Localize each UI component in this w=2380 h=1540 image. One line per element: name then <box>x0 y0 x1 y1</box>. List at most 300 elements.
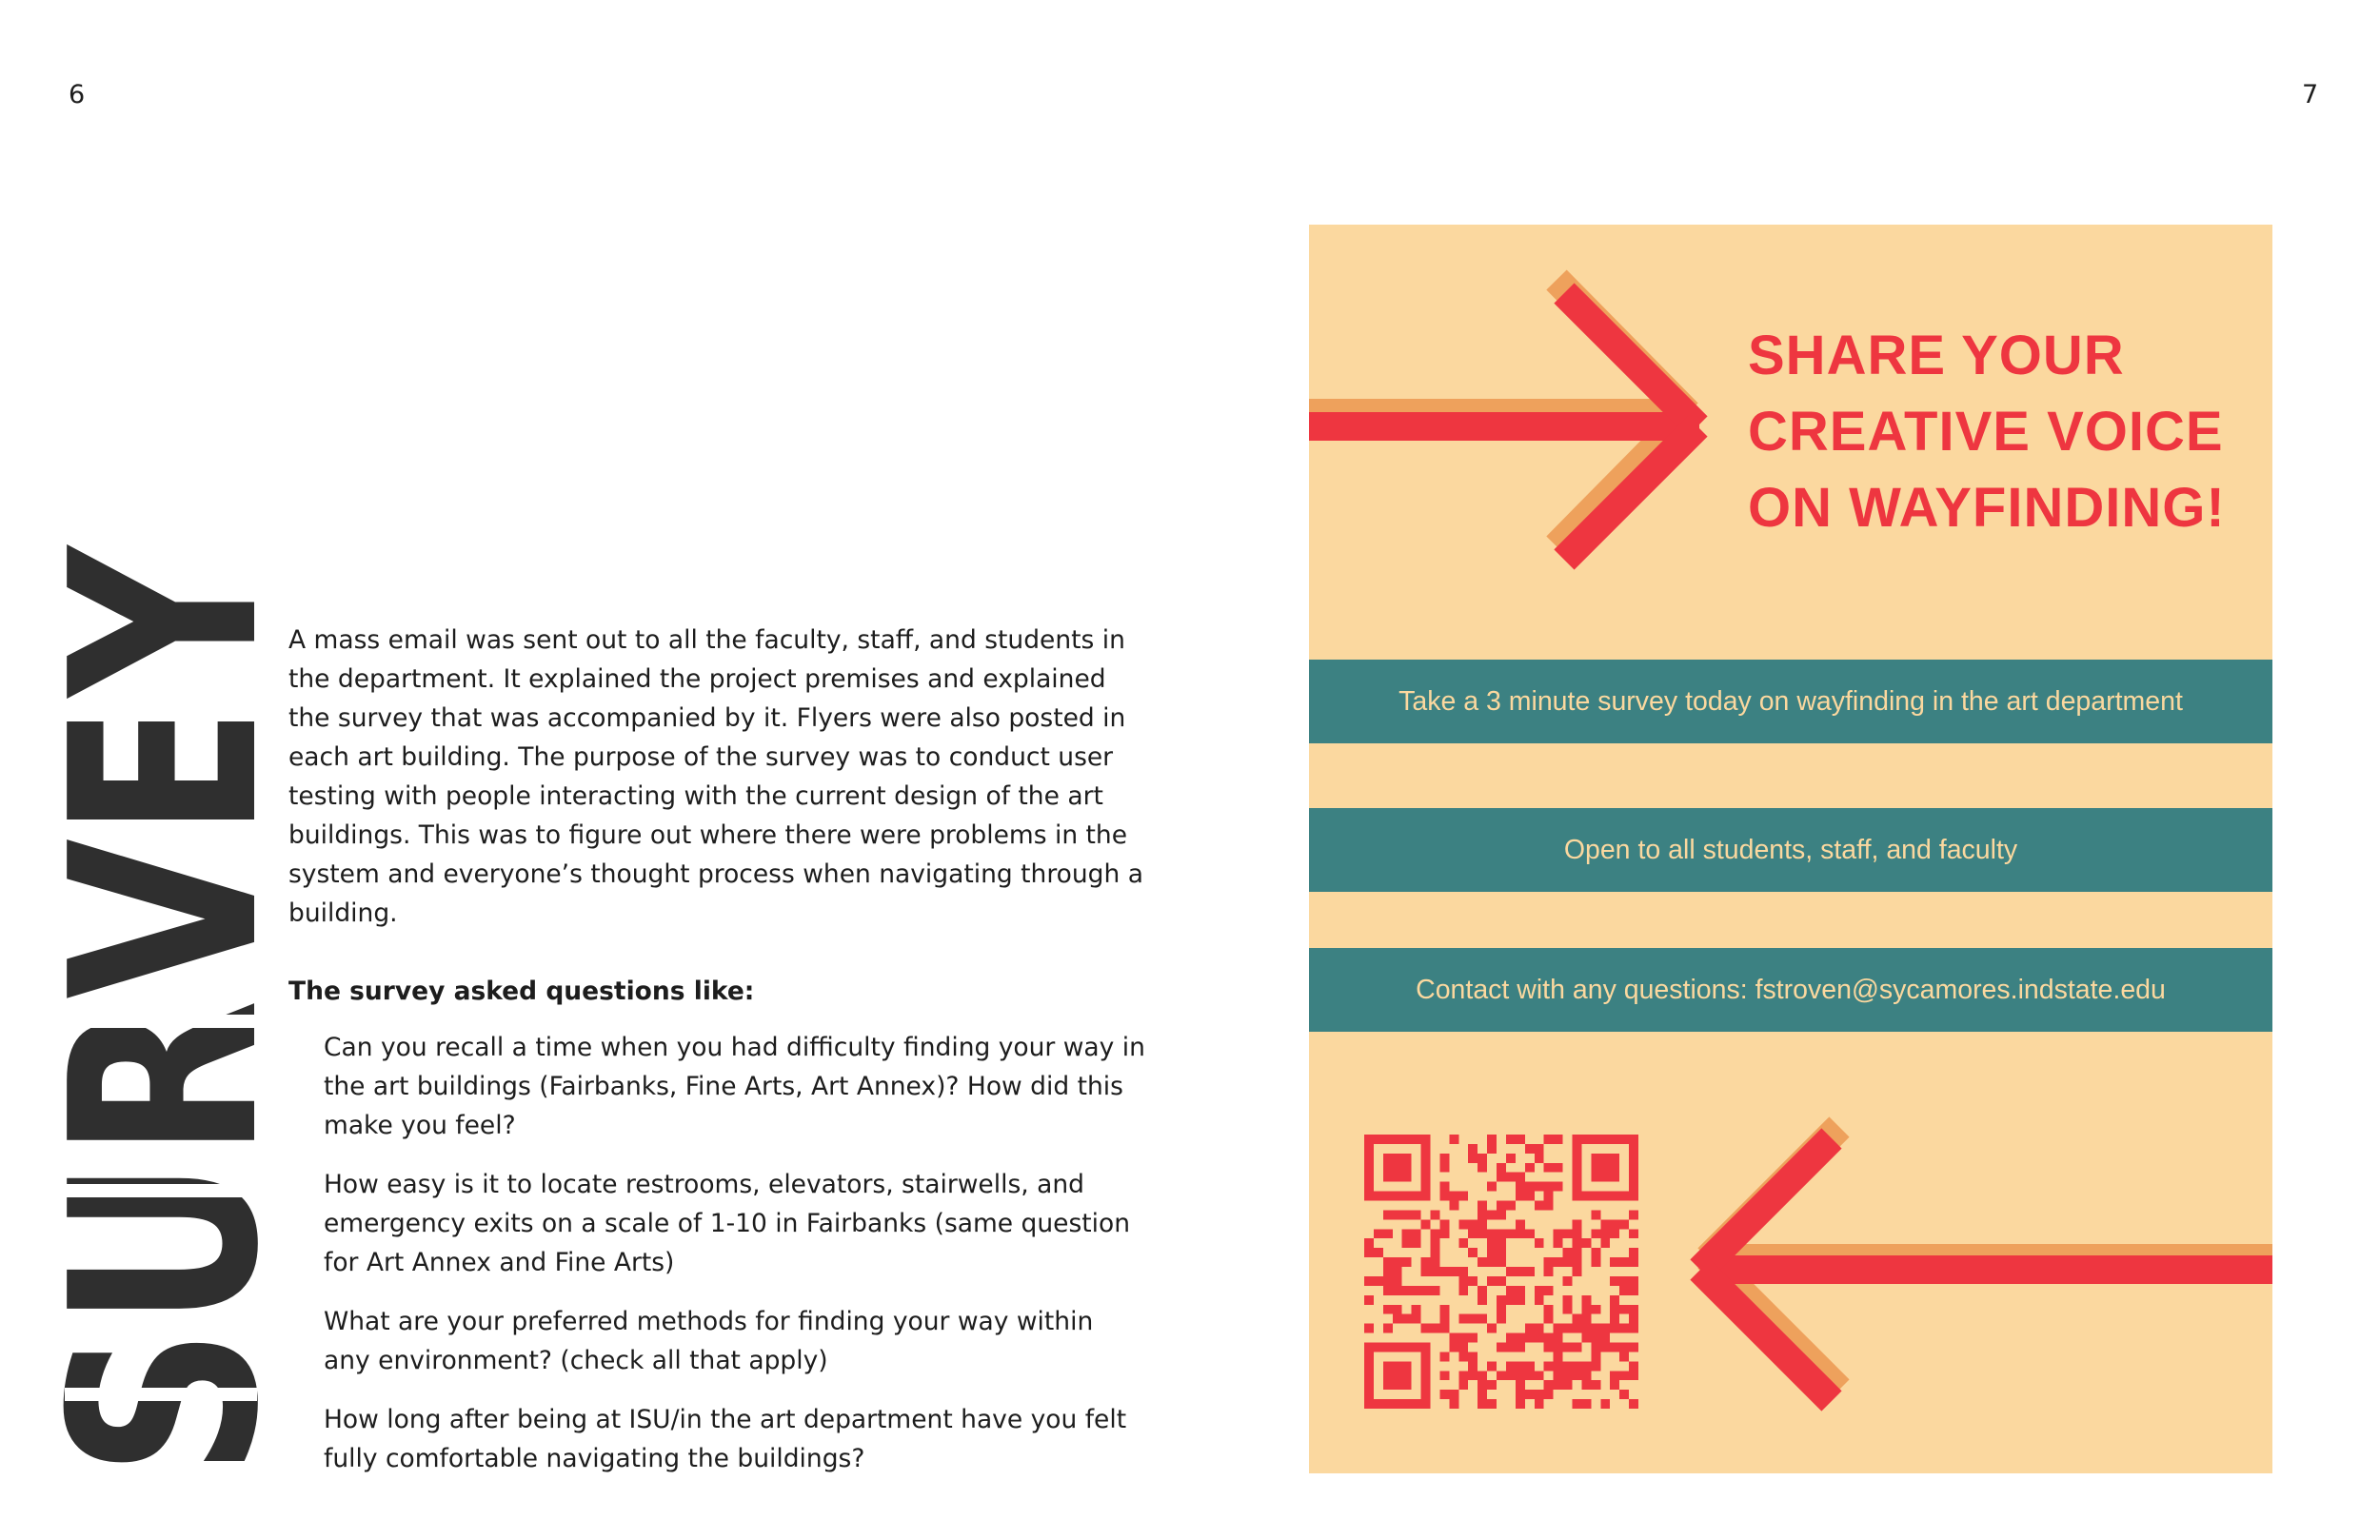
qr-module <box>1610 1342 1619 1352</box>
qr-module <box>1563 1371 1573 1380</box>
qr-module <box>1610 1276 1619 1286</box>
qr-module <box>1619 1352 1629 1361</box>
headline-line: SHARE YOUR <box>1748 325 2125 386</box>
qr-module <box>1544 1380 1554 1390</box>
qr-module <box>1383 1229 1393 1238</box>
qr-module <box>1478 1314 1487 1324</box>
qr-module <box>1506 1267 1516 1276</box>
qr-module <box>1364 1248 1374 1257</box>
qr-module <box>1383 1276 1393 1286</box>
qr-module <box>1572 1342 1581 1352</box>
qr-module <box>1629 1135 1638 1201</box>
qr-module <box>1581 1380 1591 1390</box>
qr-module <box>1497 1163 1506 1173</box>
qr-module <box>1458 1314 1468 1324</box>
qr-module <box>1374 1248 1383 1257</box>
qr-module <box>1619 1219 1629 1229</box>
qr-module <box>1431 1257 1440 1267</box>
qr-module <box>1535 1238 1544 1248</box>
qr-module <box>1629 1257 1638 1267</box>
qr-module <box>1393 1276 1402 1286</box>
qr-module <box>1487 1182 1497 1192</box>
headline-line: ON WAYFINDING! <box>1748 477 2226 539</box>
qr-module <box>1412 1229 1421 1238</box>
qr-module <box>1535 1399 1544 1409</box>
qr-module <box>1535 1390 1544 1399</box>
qr-module <box>1516 1342 1525 1352</box>
qr-module <box>1554 1257 1563 1267</box>
qr-module <box>1393 1267 1402 1276</box>
qr-module <box>1581 1399 1591 1409</box>
qr-module <box>1383 1210 1393 1219</box>
qr-module <box>1431 1210 1440 1219</box>
qr-module <box>1412 1314 1421 1324</box>
qr-module <box>1525 1229 1535 1238</box>
qr-module <box>1554 1371 1563 1380</box>
qr-module <box>1487 1380 1497 1390</box>
qr-module <box>1629 1305 1638 1314</box>
qr-module <box>1478 1295 1487 1305</box>
qr-module <box>1468 1229 1478 1238</box>
qr-module <box>1600 1238 1610 1248</box>
qr-module <box>1478 1219 1487 1229</box>
qr-module <box>1610 1295 1619 1305</box>
qr-module <box>1610 1371 1619 1380</box>
qr-module <box>1364 1342 1431 1352</box>
qr-module <box>1516 1173 1525 1182</box>
qr-module <box>1478 1286 1487 1295</box>
qr-module <box>1572 1248 1581 1257</box>
qr-module <box>1449 1390 1458 1399</box>
qr-module <box>1535 1154 1544 1163</box>
qr-module <box>1478 1154 1487 1163</box>
qr-module <box>1478 1257 1487 1267</box>
qr-module <box>1525 1267 1535 1276</box>
qr-module <box>1591 1229 1600 1238</box>
qr-module <box>1458 1219 1468 1229</box>
qr-module <box>1478 1399 1487 1409</box>
qr-module <box>1487 1238 1497 1248</box>
qr-module <box>1554 1238 1563 1248</box>
qr-module <box>1506 1154 1516 1163</box>
qr-module <box>1591 1257 1600 1267</box>
qr-module <box>1544 1135 1554 1144</box>
qr-module <box>1497 1248 1506 1257</box>
qr-module <box>1563 1257 1573 1267</box>
qr-module <box>1497 1314 1506 1324</box>
qr-module <box>1516 1295 1525 1305</box>
qr-module <box>1581 1333 1591 1343</box>
qr-module <box>1402 1229 1412 1238</box>
qr-module <box>1610 1219 1619 1229</box>
qr-module <box>1421 1324 1431 1333</box>
qr-module <box>1516 1390 1525 1399</box>
qr-module <box>1458 1286 1468 1295</box>
qr-module <box>1402 1314 1412 1324</box>
qr-module <box>1535 1333 1544 1343</box>
page-number-right: 7 <box>2302 80 2319 109</box>
qr-module <box>1572 1314 1581 1324</box>
qr-module <box>1383 1286 1393 1295</box>
qr-module <box>1535 1295 1544 1305</box>
qr-module <box>1544 1182 1554 1192</box>
qr-module <box>1600 1229 1610 1238</box>
qr-module <box>1478 1201 1487 1211</box>
qr-module <box>1506 1295 1516 1305</box>
qr-module <box>1412 1305 1421 1314</box>
qr-module <box>1525 1163 1535 1173</box>
qr-module <box>1506 1173 1516 1182</box>
qr-module <box>1563 1305 1573 1314</box>
qr-module <box>1619 1390 1629 1399</box>
qr-module <box>1554 1163 1563 1173</box>
qr-module <box>1421 1267 1431 1276</box>
qr-module <box>1449 1135 1458 1144</box>
qr-module <box>1393 1210 1402 1219</box>
qr-module <box>1439 1229 1449 1238</box>
qr-module <box>1516 1229 1525 1238</box>
qr-module <box>1544 1163 1554 1173</box>
qr-module <box>1544 1314 1554 1324</box>
qr-module <box>1591 1305 1600 1314</box>
qr-module <box>1535 1144 1544 1154</box>
qr-module <box>1402 1238 1412 1248</box>
qr-module <box>1563 1248 1573 1257</box>
section-title <box>15 325 315 1477</box>
info-band-audience: Open to all students, staff, and faculty <box>1309 808 2272 892</box>
qr-module <box>1619 1371 1629 1380</box>
qr-module <box>1506 1333 1516 1343</box>
qr-module <box>1506 1229 1516 1238</box>
qr-module <box>1619 1257 1629 1267</box>
qr-module <box>1393 1314 1402 1324</box>
qr-module <box>1610 1314 1619 1324</box>
qr-module <box>1412 1286 1421 1295</box>
qr-module <box>1572 1192 1638 1201</box>
qr-module <box>1393 1286 1402 1295</box>
qr-module <box>1591 1248 1600 1257</box>
qr-module <box>1458 1371 1468 1380</box>
qr-module <box>1458 1238 1468 1248</box>
qr-module <box>1364 1342 1374 1409</box>
arrow-left-icon <box>1685 1125 2272 1411</box>
qr-module <box>1431 1324 1440 1333</box>
qr-module <box>1468 1333 1478 1343</box>
qr-module <box>1393 1257 1402 1267</box>
qr-module <box>1572 1219 1581 1229</box>
qr-module <box>1364 1135 1374 1201</box>
intro-paragraph: A mass email was sent out to all the faculty, staff, and students in the department. It explained the project premises and explained the survey that was accompanied by it. Flyers were also posted in each art building. The purpose of the survey was to conduct user testing with people interacting with the current design of the art buildings. This was to figure out where there were problems in the system and everyone’s thought process when navigating through a building. <box>288 625 1143 928</box>
qr-module <box>1563 1342 1573 1352</box>
qr-module <box>1487 1248 1497 1257</box>
headline-line: CREATIVE VOICE <box>1748 401 2224 463</box>
qr-module <box>1458 1342 1468 1352</box>
qr-module <box>1516 1219 1525 1229</box>
qr-module <box>1431 1286 1440 1295</box>
qr-module <box>1458 1192 1468 1201</box>
qr-module <box>1572 1135 1581 1201</box>
qr-module <box>1544 1390 1554 1399</box>
qr-module <box>1629 1276 1638 1286</box>
qr-module <box>1449 1333 1458 1343</box>
qr-module <box>1468 1276 1478 1286</box>
qr-module <box>1468 1248 1478 1257</box>
qr-module <box>1497 1210 1506 1219</box>
qr-module <box>1591 1210 1600 1219</box>
qr-module <box>1497 1371 1506 1380</box>
qr-module <box>1525 1390 1535 1399</box>
qr-module <box>1439 1324 1449 1333</box>
qr-module <box>1610 1305 1619 1314</box>
qr-module <box>1449 1201 1458 1211</box>
qr-module <box>1619 1305 1629 1314</box>
qr-module <box>1468 1219 1478 1229</box>
qr-module <box>1629 1248 1638 1257</box>
qr-module <box>1554 1324 1563 1372</box>
qr-module <box>1487 1324 1497 1333</box>
qr-module <box>1506 1342 1516 1352</box>
qr-module <box>1619 1342 1629 1352</box>
qr-module <box>1439 1314 1449 1324</box>
qr-module <box>1581 1295 1591 1305</box>
qr-module <box>1572 1229 1581 1238</box>
qr-module <box>1506 1201 1516 1211</box>
qr-module <box>1412 1238 1421 1248</box>
qr-module <box>1525 1333 1535 1343</box>
arrow-right-icon <box>1309 278 1709 563</box>
qr-module <box>1478 1210 1487 1219</box>
qr-module <box>1581 1238 1591 1248</box>
qr-module <box>1383 1267 1393 1276</box>
qr-module <box>1544 1342 1554 1352</box>
qr-module <box>1581 1371 1591 1380</box>
qr-module <box>1516 1333 1525 1343</box>
qr-module <box>1468 1154 1478 1163</box>
qr-module <box>1364 1192 1431 1201</box>
qr-module <box>1544 1201 1554 1211</box>
qr-module <box>1468 1352 1478 1361</box>
qr-module <box>1516 1380 1525 1390</box>
qr-module <box>1458 1333 1468 1343</box>
qr-module <box>1383 1305 1393 1314</box>
qr-module <box>1421 1219 1431 1229</box>
question-item: Can you recall a time when you had difficulty finding your way in the art buildings (Fairbanks, Fine Arts, Art Annex)? How did this make you feel? <box>324 1033 1145 1140</box>
qr-module <box>1439 1267 1449 1276</box>
qr-module <box>1572 1267 1581 1276</box>
qr-module <box>1516 1192 1525 1201</box>
qr-module <box>1525 1192 1535 1201</box>
qr-module <box>1449 1267 1458 1276</box>
qr-module <box>1449 1399 1458 1409</box>
qr-module <box>1629 1286 1638 1295</box>
qr-module <box>1591 1154 1619 1182</box>
qr-module <box>1516 1371 1525 1380</box>
qr-module <box>1629 1314 1638 1324</box>
qr-module <box>1383 1361 1412 1390</box>
qr-module <box>1610 1324 1619 1333</box>
qr-module <box>1487 1229 1497 1238</box>
qr-module <box>1421 1257 1431 1267</box>
qr-module <box>1449 1342 1458 1352</box>
qr-module <box>1535 1371 1544 1380</box>
qr-module <box>1572 1135 1638 1144</box>
qr-module <box>1412 1210 1421 1219</box>
qr-module <box>1439 1219 1449 1229</box>
qr-module <box>1600 1399 1610 1409</box>
qr-module <box>1478 1390 1487 1399</box>
qr-module <box>1525 1361 1535 1371</box>
qr-module <box>1554 1380 1563 1390</box>
qr-module <box>1468 1314 1478 1324</box>
qr-module <box>1364 1135 1431 1144</box>
qr-module <box>1487 1399 1497 1409</box>
qr-module <box>1421 1135 1431 1201</box>
qr-module <box>1544 1286 1554 1295</box>
qr-module <box>1439 1192 1449 1201</box>
qr-module <box>1497 1276 1506 1286</box>
qr-module <box>1516 1135 1525 1144</box>
qr-module <box>1393 1305 1402 1314</box>
qr-module <box>1439 1154 1449 1163</box>
qr-module <box>1600 1342 1610 1352</box>
qr-module <box>1572 1238 1581 1248</box>
qr-module <box>1563 1295 1573 1305</box>
qr-module <box>1487 1276 1497 1286</box>
qr-module <box>1497 1201 1506 1211</box>
qr-module <box>1535 1324 1544 1333</box>
qr-module <box>1535 1201 1544 1211</box>
qr-module <box>1487 1135 1497 1144</box>
question-list <box>288 1028 1145 1478</box>
qr-module <box>1497 1173 1506 1182</box>
qr-module <box>1629 1361 1638 1371</box>
qr-module <box>1374 1276 1383 1286</box>
qr-module <box>1563 1380 1573 1390</box>
qr-module <box>1497 1257 1506 1267</box>
qr-module <box>1544 1305 1554 1314</box>
qr-module <box>1629 1342 1638 1352</box>
qr-module <box>1468 1371 1478 1380</box>
qr-module <box>1516 1361 1525 1371</box>
qr-module <box>1629 1229 1638 1238</box>
qr-module <box>1478 1229 1487 1238</box>
qr-module <box>1402 1286 1412 1295</box>
qr-module <box>1374 1229 1383 1238</box>
qr-module <box>1402 1257 1412 1267</box>
qr-module <box>1497 1305 1506 1314</box>
qr-module <box>1364 1276 1374 1286</box>
qr-module <box>1439 1163 1449 1173</box>
qr-module <box>1431 1267 1440 1276</box>
questions-heading: The survey asked questions like: <box>288 977 755 1006</box>
qr-module <box>1554 1229 1563 1238</box>
qr-module <box>1478 1163 1487 1173</box>
qr-module <box>1525 1324 1535 1333</box>
qr-module <box>1497 1342 1506 1352</box>
qr-module <box>1525 1371 1535 1380</box>
qr-module <box>1610 1257 1619 1267</box>
qr-module <box>1383 1324 1393 1333</box>
qr-module <box>1449 1192 1458 1201</box>
qr-module <box>1600 1324 1610 1333</box>
qr-module <box>1431 1238 1440 1248</box>
qr-module <box>1497 1229 1506 1238</box>
qr-module <box>1458 1276 1468 1286</box>
flyer-headline <box>1748 318 2262 546</box>
qr-module <box>1439 1371 1449 1380</box>
qr-module <box>1468 1144 1478 1154</box>
qr-module <box>1610 1380 1619 1390</box>
qr-module <box>1439 1305 1449 1314</box>
qr-module <box>1544 1333 1554 1343</box>
qr-module <box>1554 1182 1563 1192</box>
qr-module <box>1516 1286 1525 1295</box>
qr-module <box>1629 1371 1638 1380</box>
qr-module <box>1506 1361 1516 1371</box>
qr-module <box>1487 1257 1497 1267</box>
qr-module <box>1383 1257 1393 1267</box>
qr-module <box>1516 1182 1525 1192</box>
qr-module <box>1364 1295 1374 1305</box>
qr-module <box>1544 1192 1554 1201</box>
qr-module <box>1516 1267 1525 1276</box>
qr-module <box>1554 1135 1563 1144</box>
qr-module <box>1506 1371 1516 1380</box>
question-item: How long after being at ISU/in the art department have you felt fully comfortable navigating the buildings? <box>324 1405 1127 1473</box>
qr-module <box>1383 1154 1412 1182</box>
qr-module <box>1497 1295 1506 1305</box>
qr-module <box>1600 1219 1610 1229</box>
qr-module <box>1629 1210 1638 1219</box>
qr-module <box>1619 1276 1629 1286</box>
qr-code-icon <box>1364 1135 1638 1409</box>
qr-module <box>1487 1361 1497 1371</box>
qr-module <box>1364 1238 1374 1248</box>
qr-module <box>1572 1399 1581 1409</box>
qr-module <box>1478 1371 1487 1380</box>
qr-module <box>1591 1380 1600 1390</box>
body-copy <box>288 621 1145 1478</box>
qr-module <box>1497 1238 1506 1248</box>
qr-module <box>1487 1144 1497 1154</box>
qr-module <box>1506 1286 1516 1295</box>
qr-module <box>1591 1324 1600 1372</box>
qr-module <box>1544 1257 1554 1267</box>
qr-module <box>1439 1182 1449 1192</box>
qr-module <box>1563 1229 1573 1238</box>
qr-module <box>1431 1229 1440 1238</box>
question-item: What are your preferred methods for finding your way within any environment? (check all that apply) <box>324 1307 1094 1375</box>
qr-module <box>1581 1314 1591 1324</box>
qr-module <box>1600 1333 1610 1343</box>
survey-flyer <box>1309 225 2272 1473</box>
section-title-text: SURVEY <box>15 325 315 1477</box>
qr-module <box>1535 1182 1544 1192</box>
page-number-left: 6 <box>69 80 86 109</box>
qr-module <box>1402 1210 1412 1219</box>
qr-module <box>1581 1305 1591 1314</box>
qr-module <box>1364 1399 1431 1409</box>
qr-module <box>1610 1229 1619 1238</box>
qr-module <box>1525 1144 1535 1154</box>
qr-module <box>1619 1324 1629 1333</box>
qr-module <box>1535 1286 1544 1295</box>
qr-module <box>1563 1276 1573 1286</box>
qr-module <box>1439 1352 1449 1361</box>
qr-module <box>1525 1182 1535 1192</box>
qr-module <box>1468 1361 1478 1371</box>
qr-module <box>1439 1390 1449 1399</box>
